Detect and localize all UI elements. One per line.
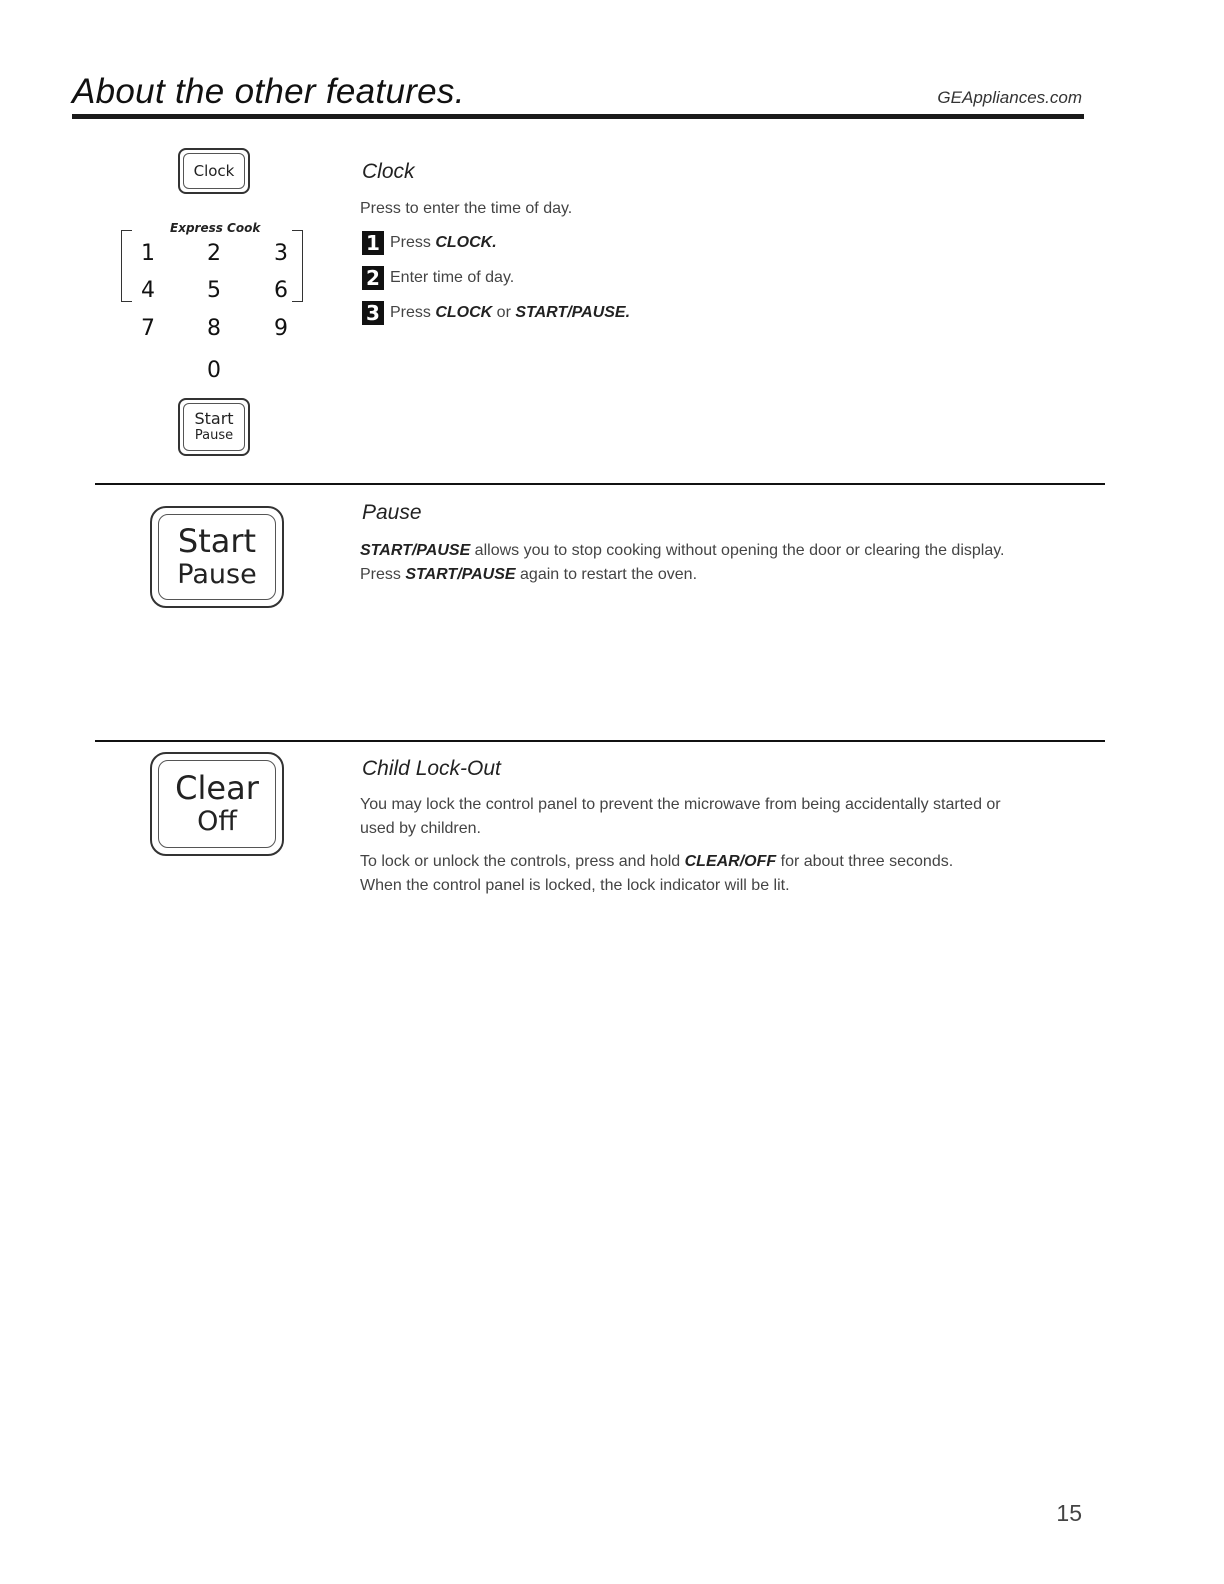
header-rule (72, 114, 1084, 119)
clock-intro: Press to enter the time of day. (360, 200, 573, 217)
keypad-key-0: 0 (207, 358, 221, 383)
step-text: Press (390, 234, 436, 251)
page-number: 15 (1056, 1500, 1082, 1526)
child-lock-text-3: When the control panel is locked, the lock indicator will be lit. (360, 877, 790, 894)
keypad-key-8: 8 (207, 316, 221, 341)
section-divider-1 (95, 483, 1105, 485)
pause-text-2: Press (360, 566, 406, 583)
clear-key-bottom: Off (197, 806, 237, 837)
start-key-small-bottom: Pause (194, 428, 234, 443)
pause-text-3: again to restart the oven. (515, 566, 698, 583)
keypad-key-9: 9 (274, 316, 288, 341)
start-key-large-bottom: Pause (177, 559, 257, 590)
site-url: GEAppliances.com (937, 88, 1082, 107)
clock-key-label: Clock (193, 162, 235, 180)
keypad-key-6: 6 (274, 278, 288, 303)
step-emphasis-2: START/PAUSE. (515, 304, 631, 321)
clock-key-illustration (178, 148, 250, 194)
step-emphasis: CLOCK (435, 304, 493, 321)
child-lock-em: CLEAR/OFF (684, 853, 777, 870)
clock-step-3 (362, 300, 630, 326)
keypad-bracket-left (121, 230, 132, 302)
start-key-large-top: Start (177, 522, 257, 560)
keypad-key-5: 5 (207, 278, 221, 303)
start-pause-key-large (150, 506, 284, 608)
clock-step-2 (362, 265, 514, 291)
keypad-key-4: 4 (141, 278, 155, 303)
child-lock-heading: Child Lock-Out (362, 757, 501, 780)
child-lock-text-2: for about three seconds. (776, 853, 954, 870)
start-pause-key-small (178, 398, 250, 456)
clock-step-1 (362, 230, 497, 256)
pause-text-1: allows you to stop cooking without opening the door or clearing the display. (470, 542, 1005, 559)
step-number-badge: 2 (362, 266, 384, 290)
step-emphasis: CLOCK. (435, 234, 497, 251)
step-text: Press (390, 304, 436, 321)
pause-em-2: START/PAUSE (405, 566, 516, 583)
child-lock-paragraph-2 (360, 850, 1100, 898)
clock-heading: Clock (362, 160, 415, 183)
pause-em-1: START/PAUSE (360, 542, 471, 559)
step-number-badge: 3 (362, 301, 384, 325)
clear-off-key (150, 752, 284, 856)
start-key-small-top: Start (194, 409, 234, 428)
keypad-key-2: 2 (207, 241, 221, 266)
keypad-key-3: 3 (274, 241, 288, 266)
pause-paragraph (360, 539, 1100, 587)
step-number-badge: 1 (362, 231, 384, 255)
express-cook-label: Express Cook (170, 221, 261, 235)
keypad-key-7: 7 (141, 316, 155, 341)
step-text: Enter time of day. (390, 269, 515, 286)
section-divider-2 (95, 740, 1105, 742)
pause-heading: Pause (362, 501, 422, 524)
child-lock-paragraph-1: You may lock the control panel to prevent the microwave from being accidentally started or used by children. (360, 796, 1001, 837)
page-title: About the other features. (72, 72, 465, 111)
child-lock-text-1: To lock or unlock the controls, press and hold (360, 853, 685, 870)
step-text-2: or (492, 304, 516, 321)
keypad-key-1: 1 (141, 241, 155, 266)
clear-key-top: Clear (175, 769, 259, 807)
